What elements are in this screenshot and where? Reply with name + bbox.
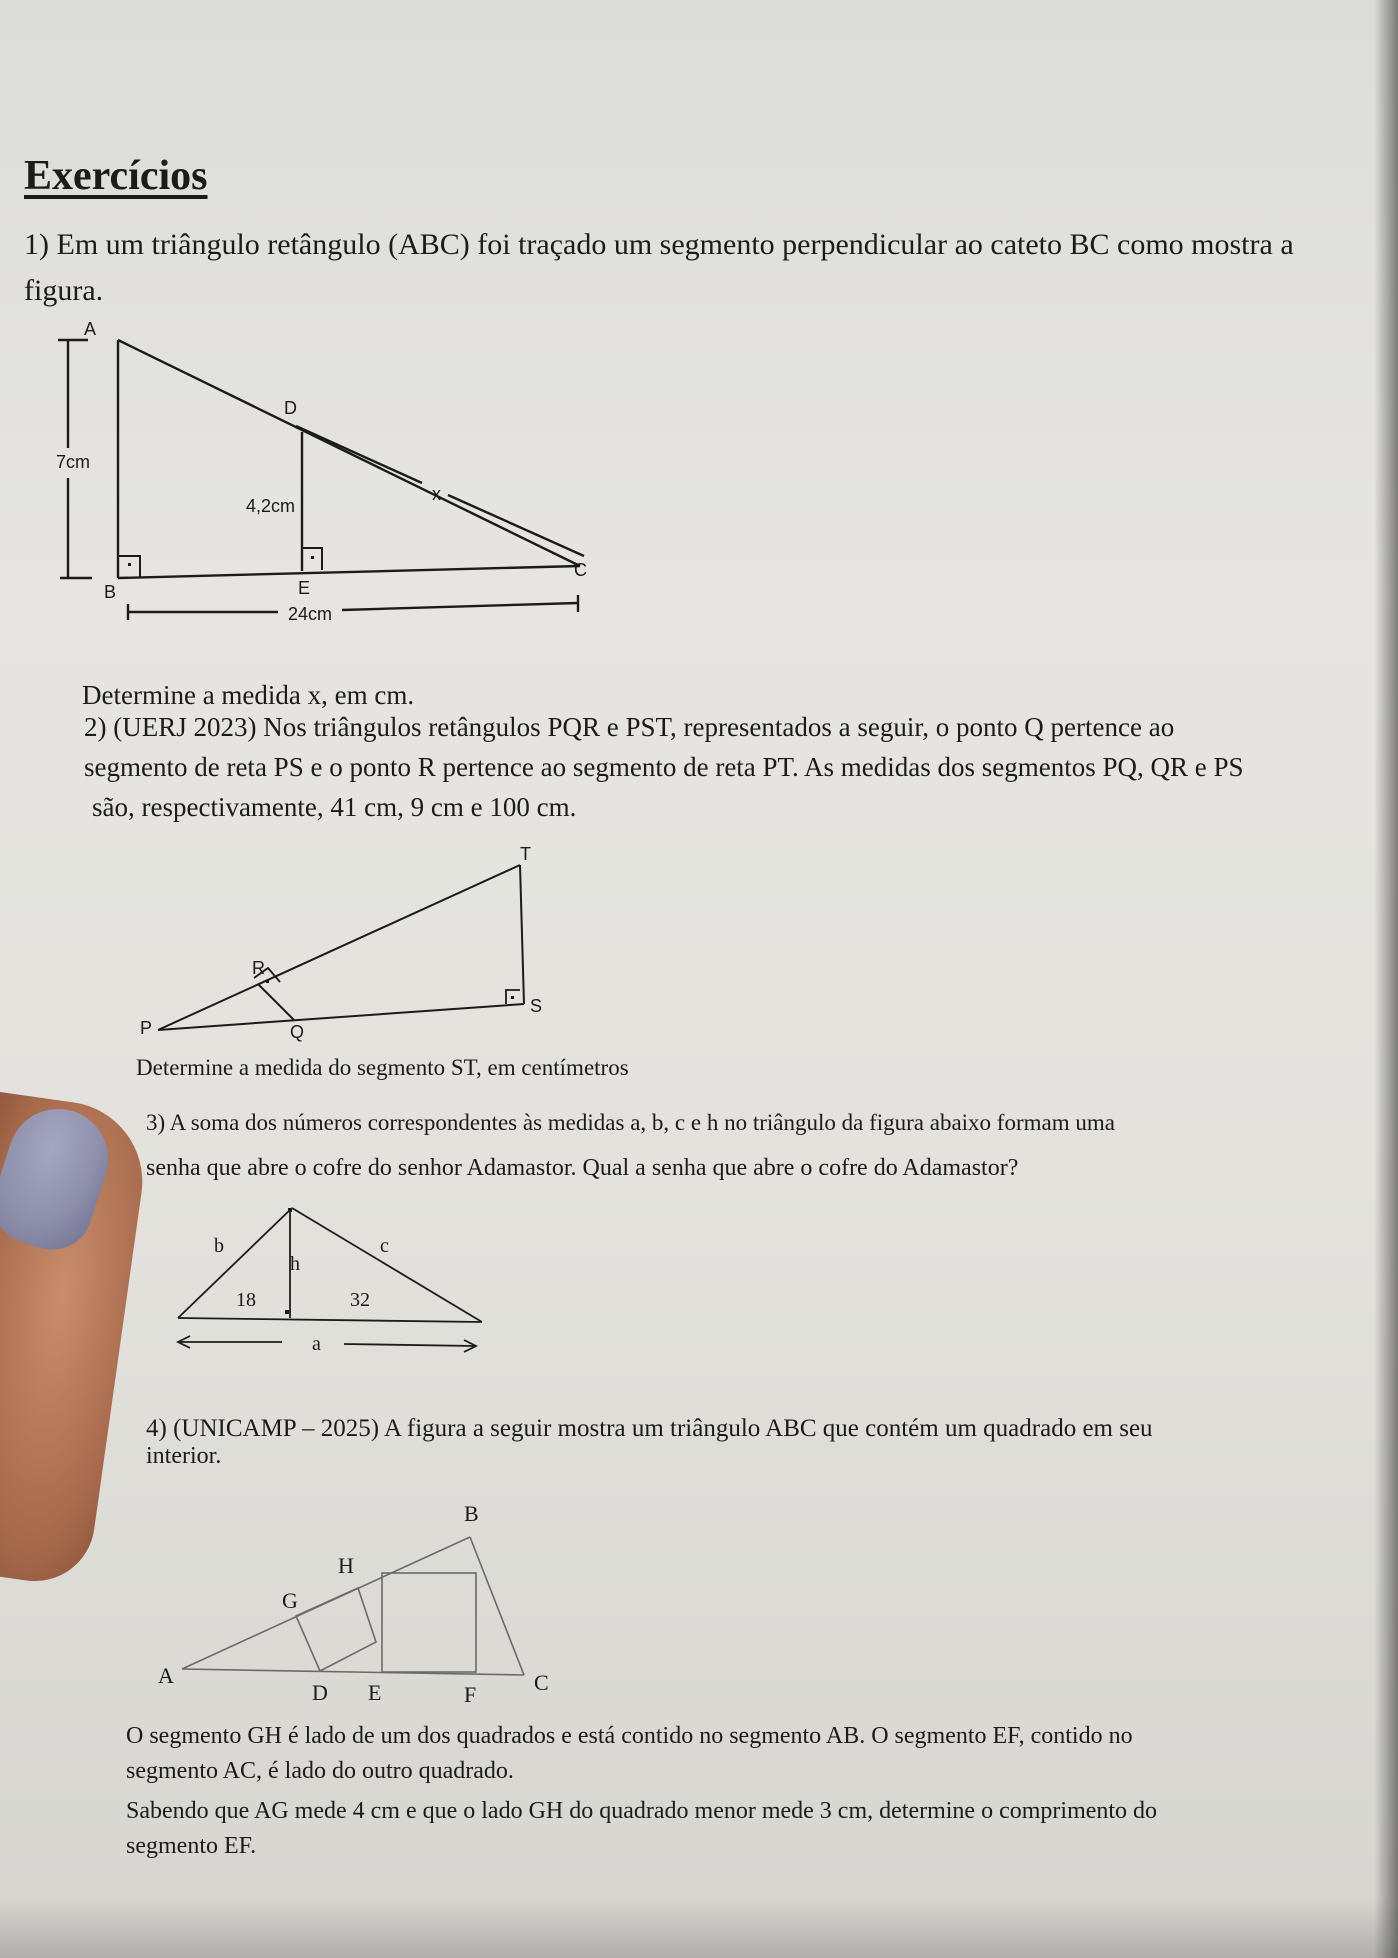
q1-figure: [58, 340, 584, 620]
q2-figure: [158, 865, 524, 1030]
q4-text-line3: Sabendo que AG mede 4 cm e que o lado GH do quadrado menor mede 3 cm, determine o comprimento do: [126, 1798, 1158, 1824]
q3-label-a: a: [312, 1333, 321, 1355]
q2-label-s: S: [530, 996, 543, 1016]
q2-side-ts: [520, 865, 524, 1004]
q2-statement-line1: 2) (UERJ 2023) Nos triângulos retângulos PQR e PST, representados a seguir, o ponto Q pertence ao: [84, 712, 1175, 742]
page-title: Exercícios: [24, 153, 208, 199]
q4-label-g: G: [282, 1588, 298, 1613]
page-edge-shadow: [1374, 0, 1398, 1958]
q4-label-e: E: [368, 1680, 382, 1705]
q1-label-bc: 24cm: [288, 604, 333, 624]
q1-label-de: 4,2cm: [246, 496, 296, 516]
q4-side-bc: [470, 1537, 524, 1675]
q3-dim-a-right: [344, 1344, 476, 1346]
q4-small-square-dghx: [296, 1588, 376, 1671]
q1-label-a: A: [84, 319, 97, 339]
q1-label-x: x: [432, 484, 441, 504]
q1-label-ab: 7cm: [56, 452, 91, 472]
q3-figure: [178, 1208, 482, 1352]
q4-text-line2: segmento AC, é lado do outro quadrado.: [126, 1758, 514, 1784]
q4-label-h: H: [338, 1553, 354, 1578]
q4-statement-line1: 4) (UNICAMP – 2025) A figura a seguir mostra um triângulo ABC que contém um quadrado em seu: [146, 1415, 1153, 1442]
q3-statement-line1: 3) A soma dos números correspondentes às medidas a, b, c e h no triângulo da figura abaixo formam uma: [146, 1110, 1115, 1135]
q1-side-ac: [118, 340, 580, 566]
q1-label-e: E: [298, 578, 311, 598]
q4-label-d: D: [312, 1680, 328, 1705]
q1-dim-x-left: [296, 426, 422, 483]
q2-statement-line2: segmento de reta PS e o ponto R pertence ao segmento de reta PT. As medidas dos segmentos PQ, QR e PS: [84, 752, 1244, 782]
q1-statement-line1: 1) Em um triângulo retângulo (ABC) foi traçado um segmento perpendicular ao cateto BC como mostra a: [24, 228, 1294, 261]
q1-dim-x-right: [448, 495, 584, 556]
q2-statement-line3: são, respectivamente, 41 cm, 9 cm e 100 cm.: [92, 792, 577, 822]
q1-dim-bc-right: [342, 603, 578, 610]
q1-label-b: B: [104, 582, 117, 602]
q2-prompt: Determine a medida do segmento ST, em centímetros: [136, 1055, 629, 1080]
q4-text-line1: O segmento GH é lado de um dos quadrados e está contido no segmento AB. O segmento EF, contido no: [126, 1723, 1133, 1749]
q2-side-ps: [158, 1004, 524, 1030]
q3-leg-b: [178, 1208, 292, 1318]
q4-label-c: C: [534, 1670, 549, 1695]
q4-label-b: B: [464, 1501, 479, 1526]
q3-label-32: 32: [350, 1289, 370, 1311]
q3-label-h: h: [290, 1253, 300, 1275]
q4-text-line4: segmento EF.: [126, 1833, 257, 1859]
q3-label-18: 18: [236, 1289, 256, 1311]
q2-label-p: P: [140, 1018, 153, 1038]
q3-leg-c: [292, 1208, 482, 1322]
q3-statement-line2: senha que abre o cofre do senhor Adamastor. Qual a senha que abre o cofre do Adamastor?: [146, 1155, 1019, 1181]
q1-statement-line2: figura.: [24, 274, 104, 307]
page-bottom-shadow: [0, 1898, 1398, 1958]
q2-label-r: R: [252, 958, 265, 978]
q3-label-c: c: [380, 1235, 389, 1257]
q4-label-a: A: [158, 1663, 174, 1688]
q3-label-b: b: [214, 1235, 224, 1257]
q1-label-c: C: [574, 560, 587, 580]
q2-side-pt: [158, 865, 520, 1030]
q1-side-bc: [118, 566, 580, 578]
q3-hypotenuse: [178, 1318, 482, 1322]
q2-label-t: T: [520, 844, 531, 864]
q4-label-f: F: [464, 1682, 477, 1707]
q1-label-d: D: [284, 398, 297, 418]
q2-segment-rq: [258, 984, 294, 1020]
q1-prompt: Determine a medida x, em cm.: [82, 680, 415, 710]
q2-label-q: Q: [290, 1022, 305, 1042]
q4-large-square-ef: [382, 1573, 476, 1672]
q4-statement-line2: interior.: [146, 1443, 222, 1469]
